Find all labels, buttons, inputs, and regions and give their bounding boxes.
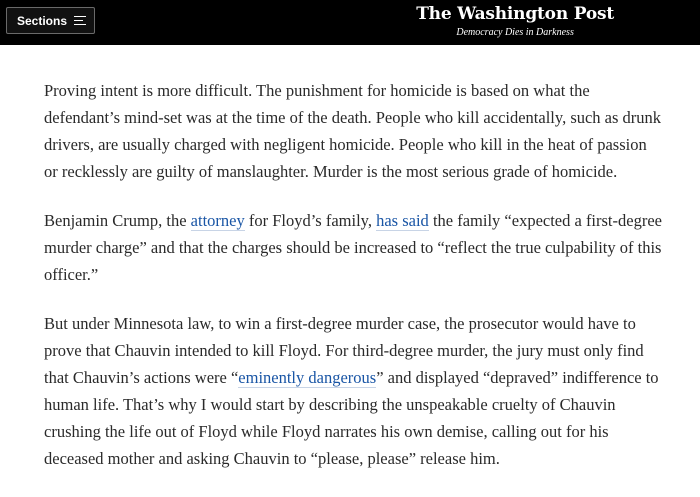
paragraph-text: Benjamin Crump, the — [44, 211, 191, 230]
attorney-link[interactable]: attorney — [190, 211, 245, 230]
tagline: Democracy Dies in Darkness — [456, 27, 574, 38]
paragraph-text: ” and displayed “depraved” indifference to human life. That’s why I would start by describing the unspeakable cruelty of Chauvin crushing the life out of Floyd while Floyd narrates his own demise, calling out for his deceased mother and asking Chauvin to “please, please” release him. — [44, 368, 659, 468]
article-body — [44, 77, 664, 494]
masthead[interactable] — [416, 4, 614, 40]
has-said-link[interactable]: has said — [376, 211, 429, 230]
paragraph-text: But under Minnesota law, to win a first-degree murder case, the prosecutor would have to prove that Chauvin intended to kill Floyd. For third-degree murder, the jury must only find that Chauvin’s actions were “ — [44, 314, 644, 387]
article-paragraph-intent: Proving intent is more difficult. The punishment for homicide is based on what the defendant’s mind-set was at the time of the death. People who kill accidentally, such as drunk drivers, are usually charged with negligent homicide. People who kill in the heat of passion or recklessly are guilty of manslaughter. Murder is the most serious grade of homicide. — [44, 81, 662, 181]
paragraph-text: the family “expected a first-degree murder charge” and that the charges should be increased to “reflect the true culpability of this officer.” — [44, 211, 662, 284]
sections-menu-button[interactable] — [6, 7, 95, 34]
washington-post-logo[interactable]: The Washington Post — [416, 4, 614, 24]
article-paragraph-crump — [44, 207, 664, 288]
sections-button-label: Sections — [17, 13, 68, 28]
top-navigation-bar — [0, 0, 700, 45]
article-paragraph-minnesota-law — [44, 310, 664, 472]
eminently-dangerous-link[interactable]: eminently dangerous — [238, 368, 377, 387]
paragraph-text: for Floyd’s family, — [244, 211, 377, 230]
hamburger-menu-icon — [74, 16, 86, 26]
